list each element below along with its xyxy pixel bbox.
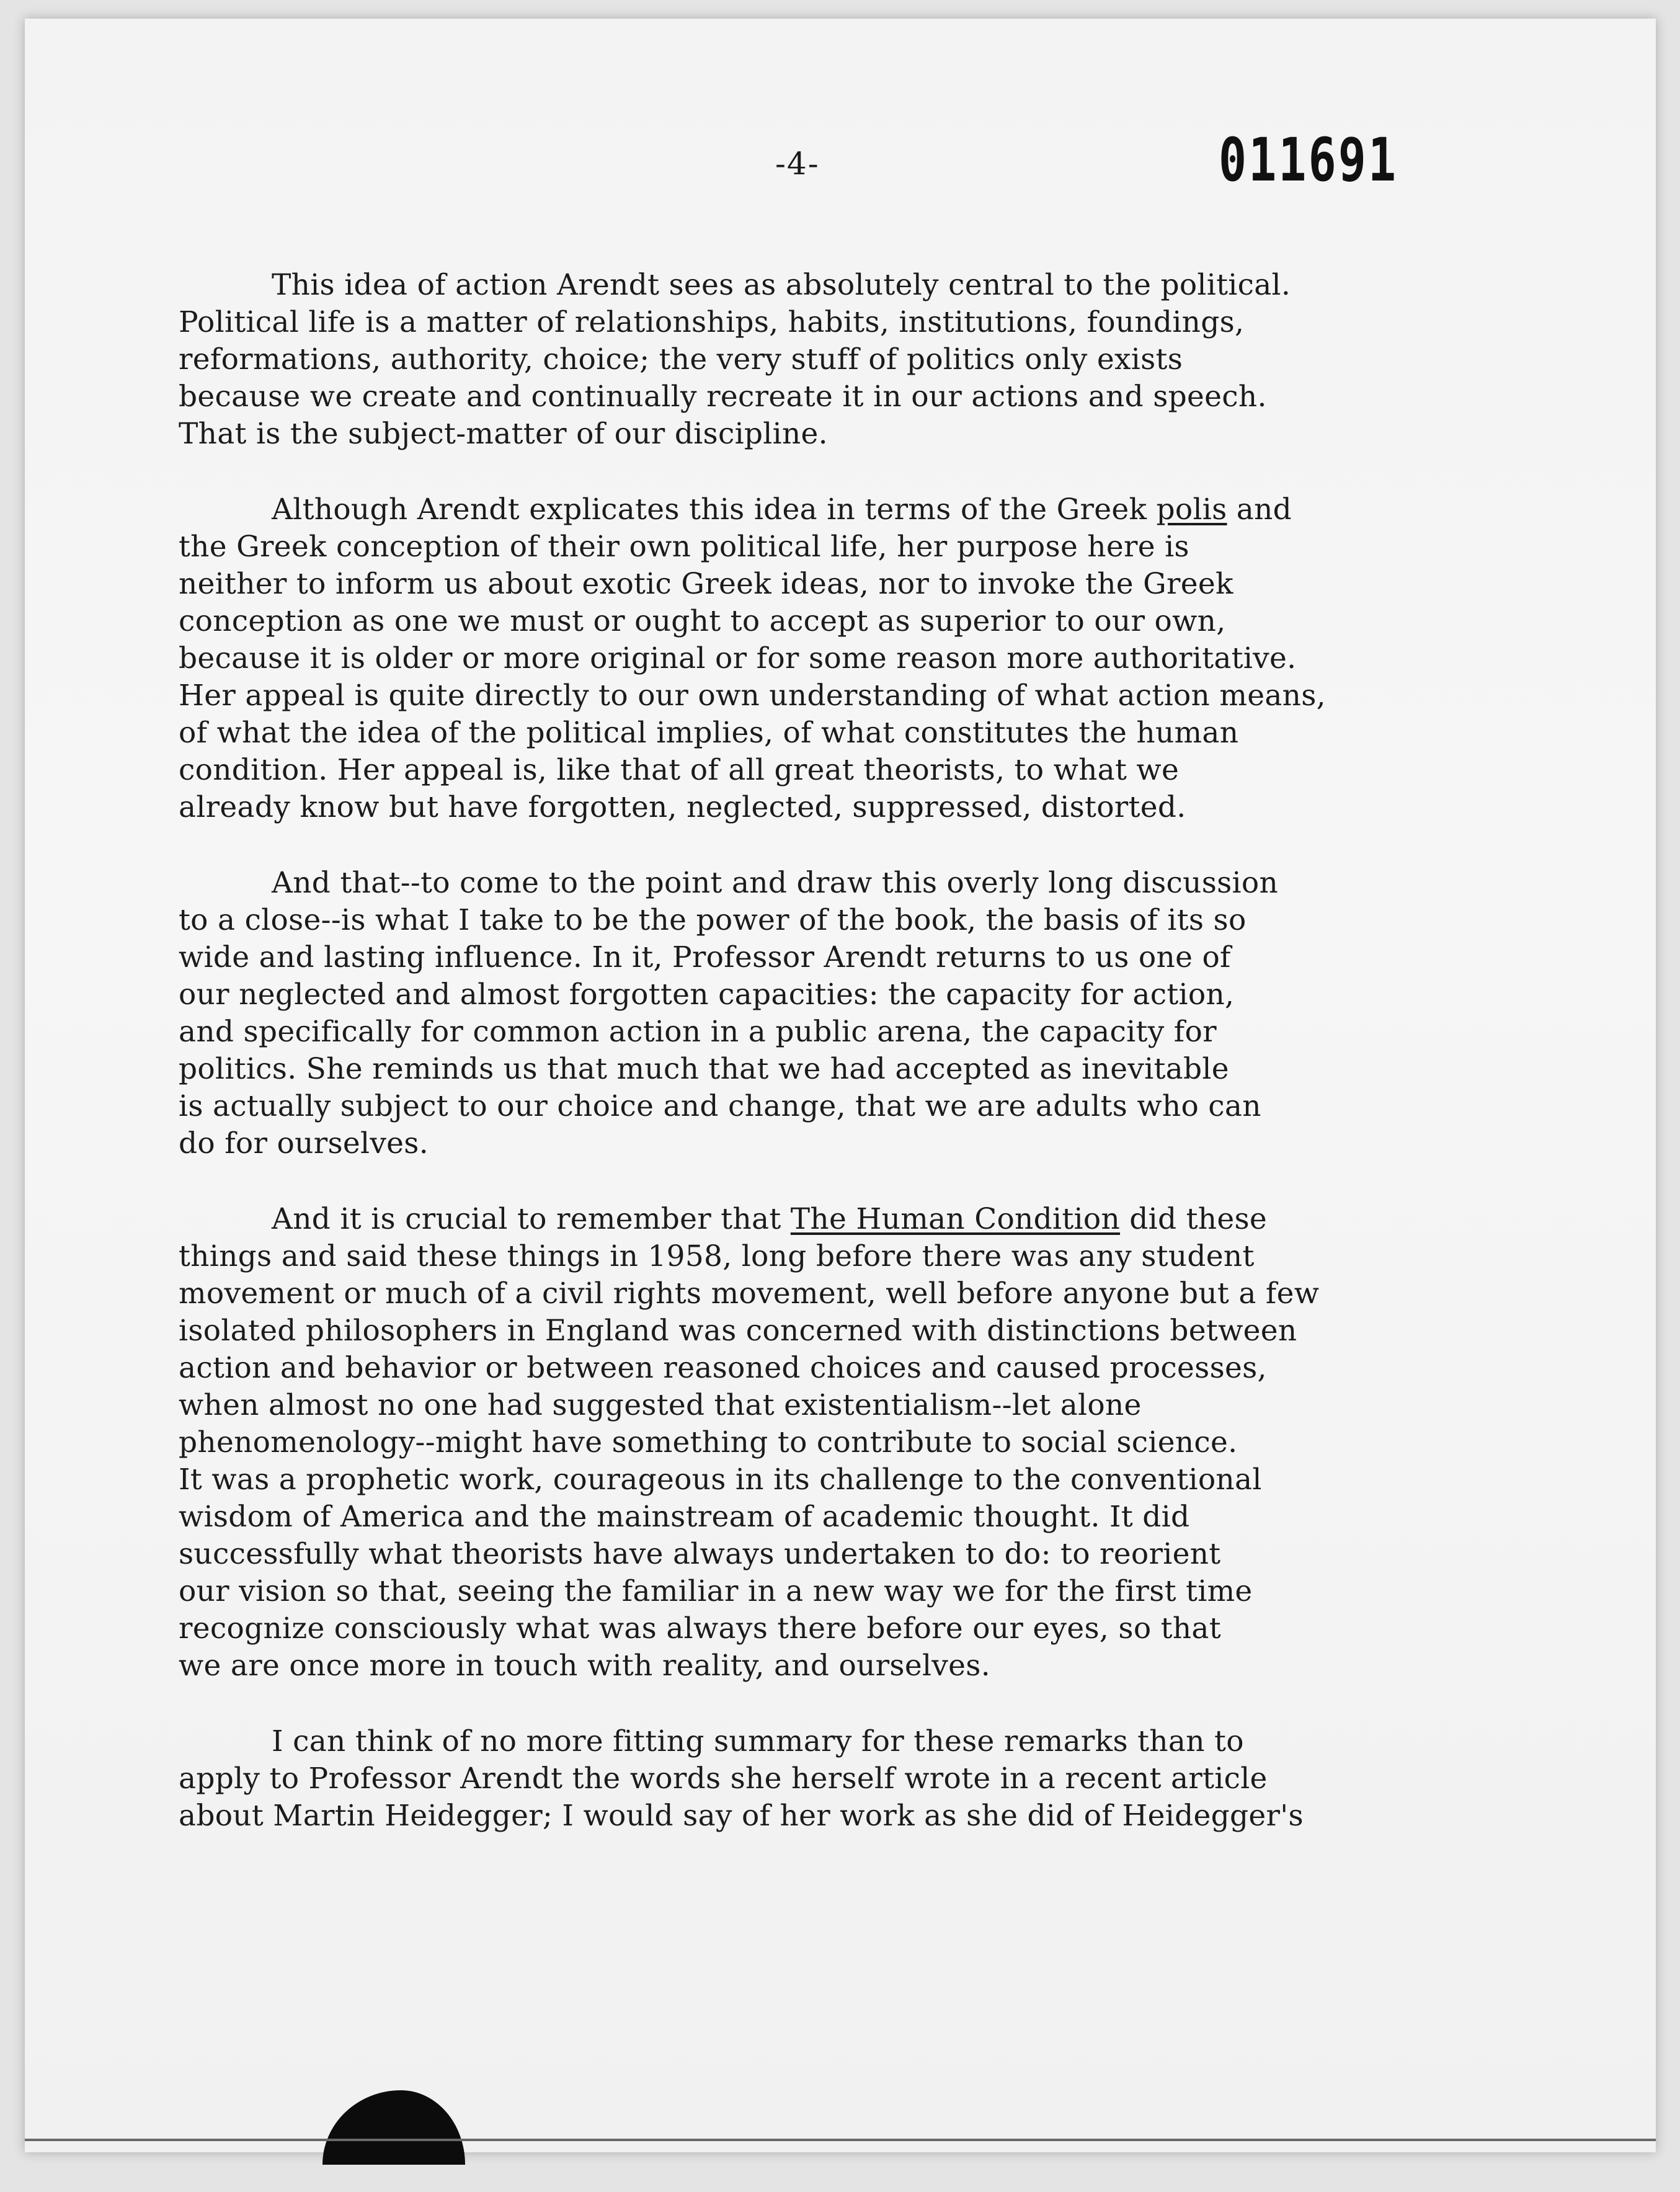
body-text	[179, 267, 1444, 1873]
text-segment: did these	[1120, 1202, 1268, 1236]
text-segment: and	[1227, 492, 1292, 527]
text-line: apply to Professor Arendt the words she herself wrote in a recent article	[179, 1762, 1268, 1796]
text-line: Her appeal is quite directly to our own understanding of what action means,	[179, 679, 1326, 713]
text-line: That is the subject-matter of our discipline.	[179, 417, 828, 451]
text-segment: Although Arendt explicates this idea in terms of the Greek	[272, 492, 1157, 527]
text-line: neither to inform us about exotic Greek ideas, nor to invoke the Greek	[179, 567, 1233, 601]
text-line: conception as one we must or ought to accept as superior to our own,	[179, 604, 1226, 638]
text-line: This idea of action Arendt sees as absolutely central to the political.	[272, 268, 1291, 302]
text-line: politics. She reminds us that much that we had accepted as inevitable	[179, 1052, 1229, 1086]
text-line: of what the idea of the political implies, of what constitutes the human	[179, 716, 1239, 750]
underlined-title-human-condition: The Human Condition	[790, 1202, 1121, 1236]
paragraph-2	[179, 491, 1444, 826]
paragraph-3	[179, 865, 1444, 1162]
paragraph-5	[179, 1723, 1444, 1835]
text-line: I can think of no more fitting summary for these remarks than to	[272, 1724, 1244, 1758]
text-line: about Martin Heidegger; I would say of her work as she did of Heidegger's	[179, 1799, 1304, 1833]
text-line: we are once more in touch with reality, and ourselves.	[179, 1649, 990, 1683]
text-line: And that--to come to the point and draw this overly long discussion	[272, 866, 1279, 900]
text-line: our vision so that, seeing the familiar in a new way we for the first time	[179, 1574, 1253, 1608]
text-line: It was a prophetic work, courageous in its challenge to the conventional	[179, 1463, 1262, 1497]
scan-edge-line	[25, 2139, 1656, 2141]
text-line: do for ourselves.	[179, 1126, 429, 1161]
text-line: phenomenology--might have something to contribute to social science.	[179, 1425, 1238, 1459]
text-line: when almost no one had suggested that existentialism--let alone	[179, 1388, 1142, 1422]
text-segment: And it is crucial to remember that	[272, 1202, 791, 1236]
text-line: the Greek conception of their own political life, her purpose here is	[179, 530, 1189, 564]
text-line: to a close--is what I take to be the power of the book, the basis of its so	[179, 903, 1247, 937]
text-line: wisdom of America and the mainstream of academic thought. It did	[179, 1500, 1190, 1534]
text-line: wide and lasting influence. In it, Professor Arendt returns to us one of	[179, 940, 1231, 974]
paragraph-4	[179, 1201, 1444, 1685]
text-line: movement or much of a civil rights movement, well before anyone but a few	[179, 1276, 1320, 1311]
text-line: and specifically for common action in a public arena, the capacity for	[179, 1015, 1217, 1049]
document-id-stamp: 011691	[1219, 125, 1398, 195]
text-line: Political life is a matter of relationships, habits, institutions, foundings,	[179, 305, 1245, 339]
text-line: isolated philosophers in England was concerned with distinctions between	[179, 1314, 1297, 1348]
underlined-term-polis: polis	[1156, 492, 1227, 527]
text-line: is actually subject to our choice and change, that we are adults who can	[179, 1089, 1261, 1123]
text-line: our neglected and almost forgotten capacities: the capacity for action,	[179, 978, 1235, 1012]
document-page	[25, 19, 1656, 2152]
text-line	[179, 1201, 1444, 1238]
text-line: reformations, authority, choice; the very stuff of politics only exists	[179, 342, 1183, 376]
text-line: things and said these things in 1958, long before there was any student	[179, 1239, 1255, 1273]
text-line: because we create and continually recreate it in our actions and speech.	[179, 380, 1267, 414]
text-line: already know but have forgotten, neglected, suppressed, distorted.	[179, 790, 1186, 824]
text-line: recognize consciously what was always there before our eyes, so that	[179, 1611, 1221, 1646]
page-number: -4-	[775, 146, 820, 182]
text-line: action and behavior or between reasoned choices and caused processes,	[179, 1351, 1267, 1385]
paragraph-1	[179, 267, 1444, 453]
text-line: successfully what theorists have always undertaken to do: to reorient	[179, 1537, 1221, 1571]
text-line	[179, 491, 1444, 528]
text-line: because it is older or more original or for some reason more authoritative.	[179, 641, 1297, 675]
text-line: condition. Her appeal is, like that of all great theorists, to what we	[179, 753, 1180, 787]
